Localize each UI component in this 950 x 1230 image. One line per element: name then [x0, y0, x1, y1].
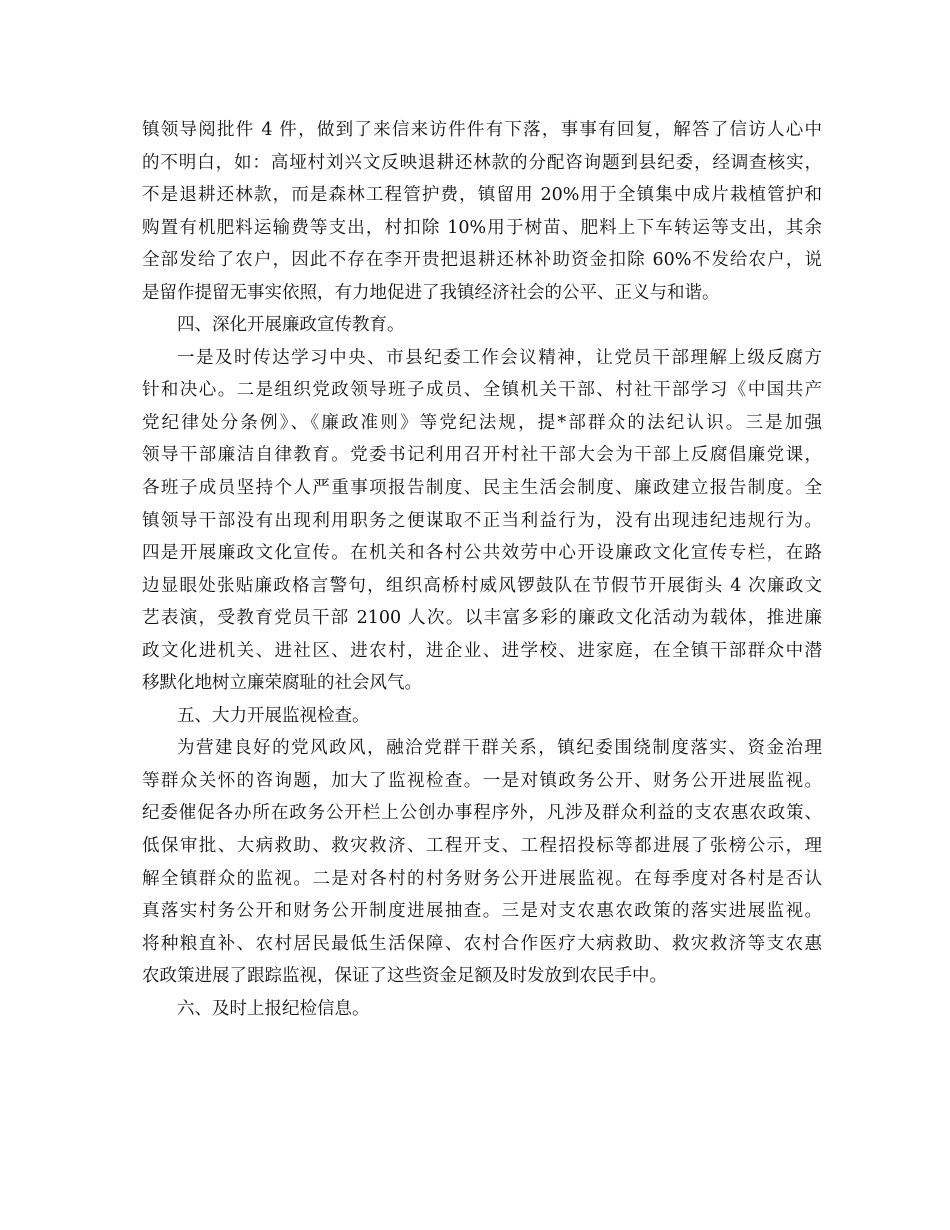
- text-line: 不是退耕还林款，而是森林工程管护费，镇留用 20%用于全镇集中成片栽植管护和: [142, 185, 822, 206]
- paragraph: [142, 114, 822, 309]
- text-line: 领导干部廉洁自律教育。党委书记利用召开村社干部大会为干部上反腐倡廉党课，: [142, 445, 822, 466]
- text-line: 镇领导阅批件 4 件，做到了来信来访件件有下落，事事有回复，解答了信访人心中: [142, 120, 822, 140]
- text-line: 各班子成员坚持个人严重事项报告制度、民主生活会制度、廉政建立报告制度。全: [142, 478, 822, 499]
- text-line: 党纪律处分条例》、《廉政准则》等党纪法规，提*部群众的法纪认识。三是加强: [142, 412, 822, 433]
- paragraph: [142, 993, 822, 1026]
- text-line: 四是开展廉政文化宣传。在机关和各村公共效劳中心开设廉政文化宣传专栏，在路: [142, 543, 822, 564]
- paragraph: [142, 309, 822, 342]
- text-line: 四、深化开展廉政宣传教育。: [177, 315, 405, 336]
- text-line: 的不明白，如：高垭村刘兴文反映退耕还林款的分配咨询题到县纪委，经调查核实，: [142, 152, 822, 173]
- text-line: 等群众关怀的咨询题，加大了监视检查。一是对镇政务公开、财务公开进展监视。: [142, 770, 822, 791]
- text-line: 针和决心。二是组织党政领导班子成员、全镇机关干部、村社干部学习《中国共产: [142, 380, 822, 401]
- paragraph: [142, 342, 822, 700]
- document-body: [142, 114, 822, 1025]
- text-line: 一是及时传达学习中央、市县纪委工作会议精神，让党员干部理解上级反腐方: [177, 347, 822, 368]
- text-line: 解全镇群众的监视。二是对各村的村务财务公开进展监视。在每季度对各村是否认: [142, 868, 822, 889]
- paragraph: [142, 732, 822, 992]
- text-line: 低保审批、大病救助、救灾救济、工程开支、工程招投标等都进展了张榜公示，理: [142, 836, 822, 857]
- text-line: 为营建良好的党风政风，融洽党群干群关系，镇纪委围绕制度落实、资金治理: [177, 738, 822, 759]
- text-line: 艺表演，受教育党员干部 2100 人次。以丰富多彩的廉政文化活动为载体，推进廉: [142, 608, 822, 629]
- text-line: 镇领导干部没有出现利用职务之便谋取不正当利益行为，没有出现违纪违规行为。: [142, 510, 822, 531]
- text-line: 纪委催促各办所在政务公开栏上公创办事程序外，凡涉及群众利益的支农惠农政策、: [142, 803, 822, 824]
- paragraph: [142, 700, 822, 733]
- text-line: 边显眼处张贴廉政格言警句，组织高桥村威风锣鼓队在节假节开展街头 4 次廉政文: [142, 575, 822, 596]
- text-line: 六、及时上报纪检信息。: [177, 998, 370, 1019]
- text-line: 全部发给了农户，因此不存在李开贵把退耕还林补助资金扣除 60%不发给农户，说: [142, 250, 822, 271]
- text-line: 农政策进展了跟踪监视，保证了这些资金足额及时发放到农民手中。: [142, 966, 667, 987]
- text-line: 购置有机肥料运输费等支出，村扣除 10%用于树苗、肥料上下车转运等支出，其余: [142, 217, 822, 238]
- text-line: 移默化地树立廉荣腐耻的社会风气。: [142, 673, 422, 694]
- text-line: 将种粮直补、农村居民最低生活保障、农村合作医疗大病救助、救灾救济等支农惠: [142, 933, 822, 954]
- text-line: 是留作提留无事实依照，有力地促进了我镇经济社会的公平、正义与和谐。: [142, 282, 720, 303]
- text-line: 政文化进机关、进社区、进农村，进企业、进学校、进家庭，在全镇干部群众中潜: [142, 640, 822, 661]
- text-line: 真落实村务公开和财务公开制度进展抽查。三是对支农惠农政策的落实进展监视。: [142, 901, 822, 922]
- text-line: 五、大力开展监视检查。: [177, 705, 370, 726]
